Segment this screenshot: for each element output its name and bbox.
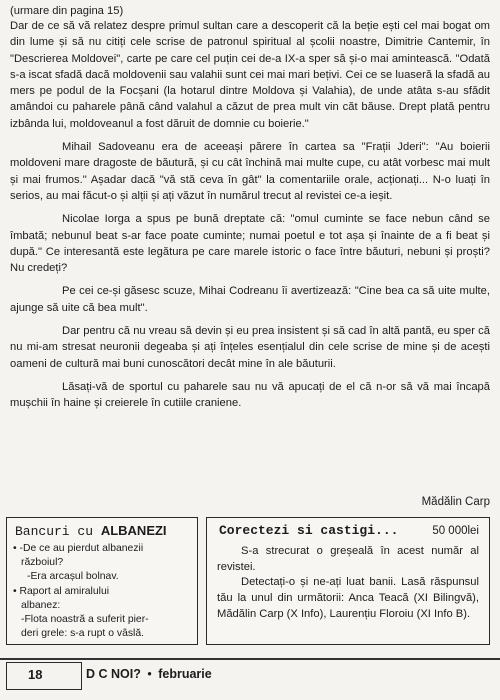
article-paragraph: Lăsați-vă de sportul cu paharele sau nu vă apucați de el că n-or să vă mai încapă mușchii în haine și creierele în cutiile craniene. [10, 380, 490, 410]
article-body [10, 18, 490, 412]
joke-line: • Raport al amiralului [13, 585, 110, 597]
contest-paragraph: Detectați-o și ne-ați luat banii. Lasă răspunsul tău la unul din următorii: Anca Teacă (XI Bilingvă), Mădălin Carp (X Info), Laurențiu Floroiu (XI Info B). [217, 576, 479, 620]
magazine-title: D C NOI? [86, 667, 141, 681]
footer-separator: • [147, 667, 152, 681]
jokes-title [15, 523, 167, 539]
article-paragraph: Mihail Sadoveanu era de aceeași părere în cartea sa "Frații Jderi": "Au boierii moldoveni mare dragoste de băutură, și cu cât închină mai multe cupe, cu atât vorbesc mai mult și mai frumos." Așadar dacă "vă stă ceva în gât" la comentariile orale, acționați... N-o luați în serios, au mai făcut-o și alții și ați văzut în numărul trecut al revistei ce-a ieșit. [10, 141, 490, 202]
article-paragraph: Nicolae Iorga a spus pe bună dreptate că: "omul cuminte se face nebun când se îmbată; nebunul beat s-ar face poate cuminte; numai poetul e tot așa și înainte de a fi beat și după." Ce interesantă este legătura pe care marele istoric o face între băuturi, nebuni și proști? Nu credeți? [10, 213, 490, 275]
contest-paragraph: S-a strecurat o greșeală în acest număr al revistei. [217, 545, 479, 573]
jokes-title-prefix: Bancuri cu [15, 524, 94, 539]
issue-month: februarie [158, 667, 212, 681]
joke-line: • -De ce au pierdut albanezii [13, 543, 144, 554]
jokes-list [13, 542, 189, 641]
joke-line: albanez: [21, 599, 61, 611]
contest-box [206, 517, 490, 645]
article-paragraph: Pe cei ce-și găsesc scuze, Mihai Codreanu îi avertizează: "Cine bea ca să uite multe, ajunge să uite că bea mult". [10, 285, 490, 314]
page-footer [0, 652, 500, 696]
article-paragraph: Dar de ce să vă relatez despre primul sultan care a descoperit că la beție ești cel mai bogat om din lume și să nu citiți cele scrise de patronul spiritual al școlii noastre, Dimitrie Cantemir, în "Descrierea Moldovei", carte pe care cel puțin cei de-a IX-a sper să și-o mai amintească. "Odată s-a iscat sfadă dacă moldovenii sau valahii sunt cei mai mari bețivi. Cei ce se luaseră la sfadă au mers pe podul de la Focșani (la hotarul dintre Moldova și Valahia), de unde atâta s-au sfădit amândoi cu paharele până când valahul a căzut de prea mult vin căt băuse. Drept plată pentru izbânda lui, moldoveanul a fost dăruit de domnie cu boierie." [10, 20, 490, 130]
jokes-title-highlight: ALBANEZI [100, 523, 167, 538]
magazine-name [86, 667, 212, 681]
joke-line: deri grele: s-a rupt o vâslă. [21, 628, 145, 640]
jokes-box [6, 517, 198, 645]
article-paragraph: Dar pentru că nu vreau să devin și eu prea insistent și să cad în altă pantă, eu sper că nu mi-am stresat neuronii degeaba și ați înțeles esențialul din cele scrise de mine și de acești oameni de cultură mai buni cunoscători decât mine în ale băuturii. [10, 325, 490, 370]
page-number-box [6, 662, 82, 690]
contest-title: Corectezi si castigi... [219, 523, 399, 538]
joke-line: -Flota noastră a suferit pier- [21, 614, 149, 626]
contest-prize: 50 000lei [432, 525, 479, 537]
continued-from-note: (urmare din pagina 15) [10, 5, 124, 17]
page-number: 18 [28, 667, 43, 682]
joke-line: războiul? [21, 557, 64, 569]
joke-line: -Era arcașul bolnav. [27, 571, 119, 583]
contest-body [217, 544, 479, 623]
author-signature: Mădălin Carp [421, 496, 490, 508]
footer-rule [0, 658, 500, 660]
